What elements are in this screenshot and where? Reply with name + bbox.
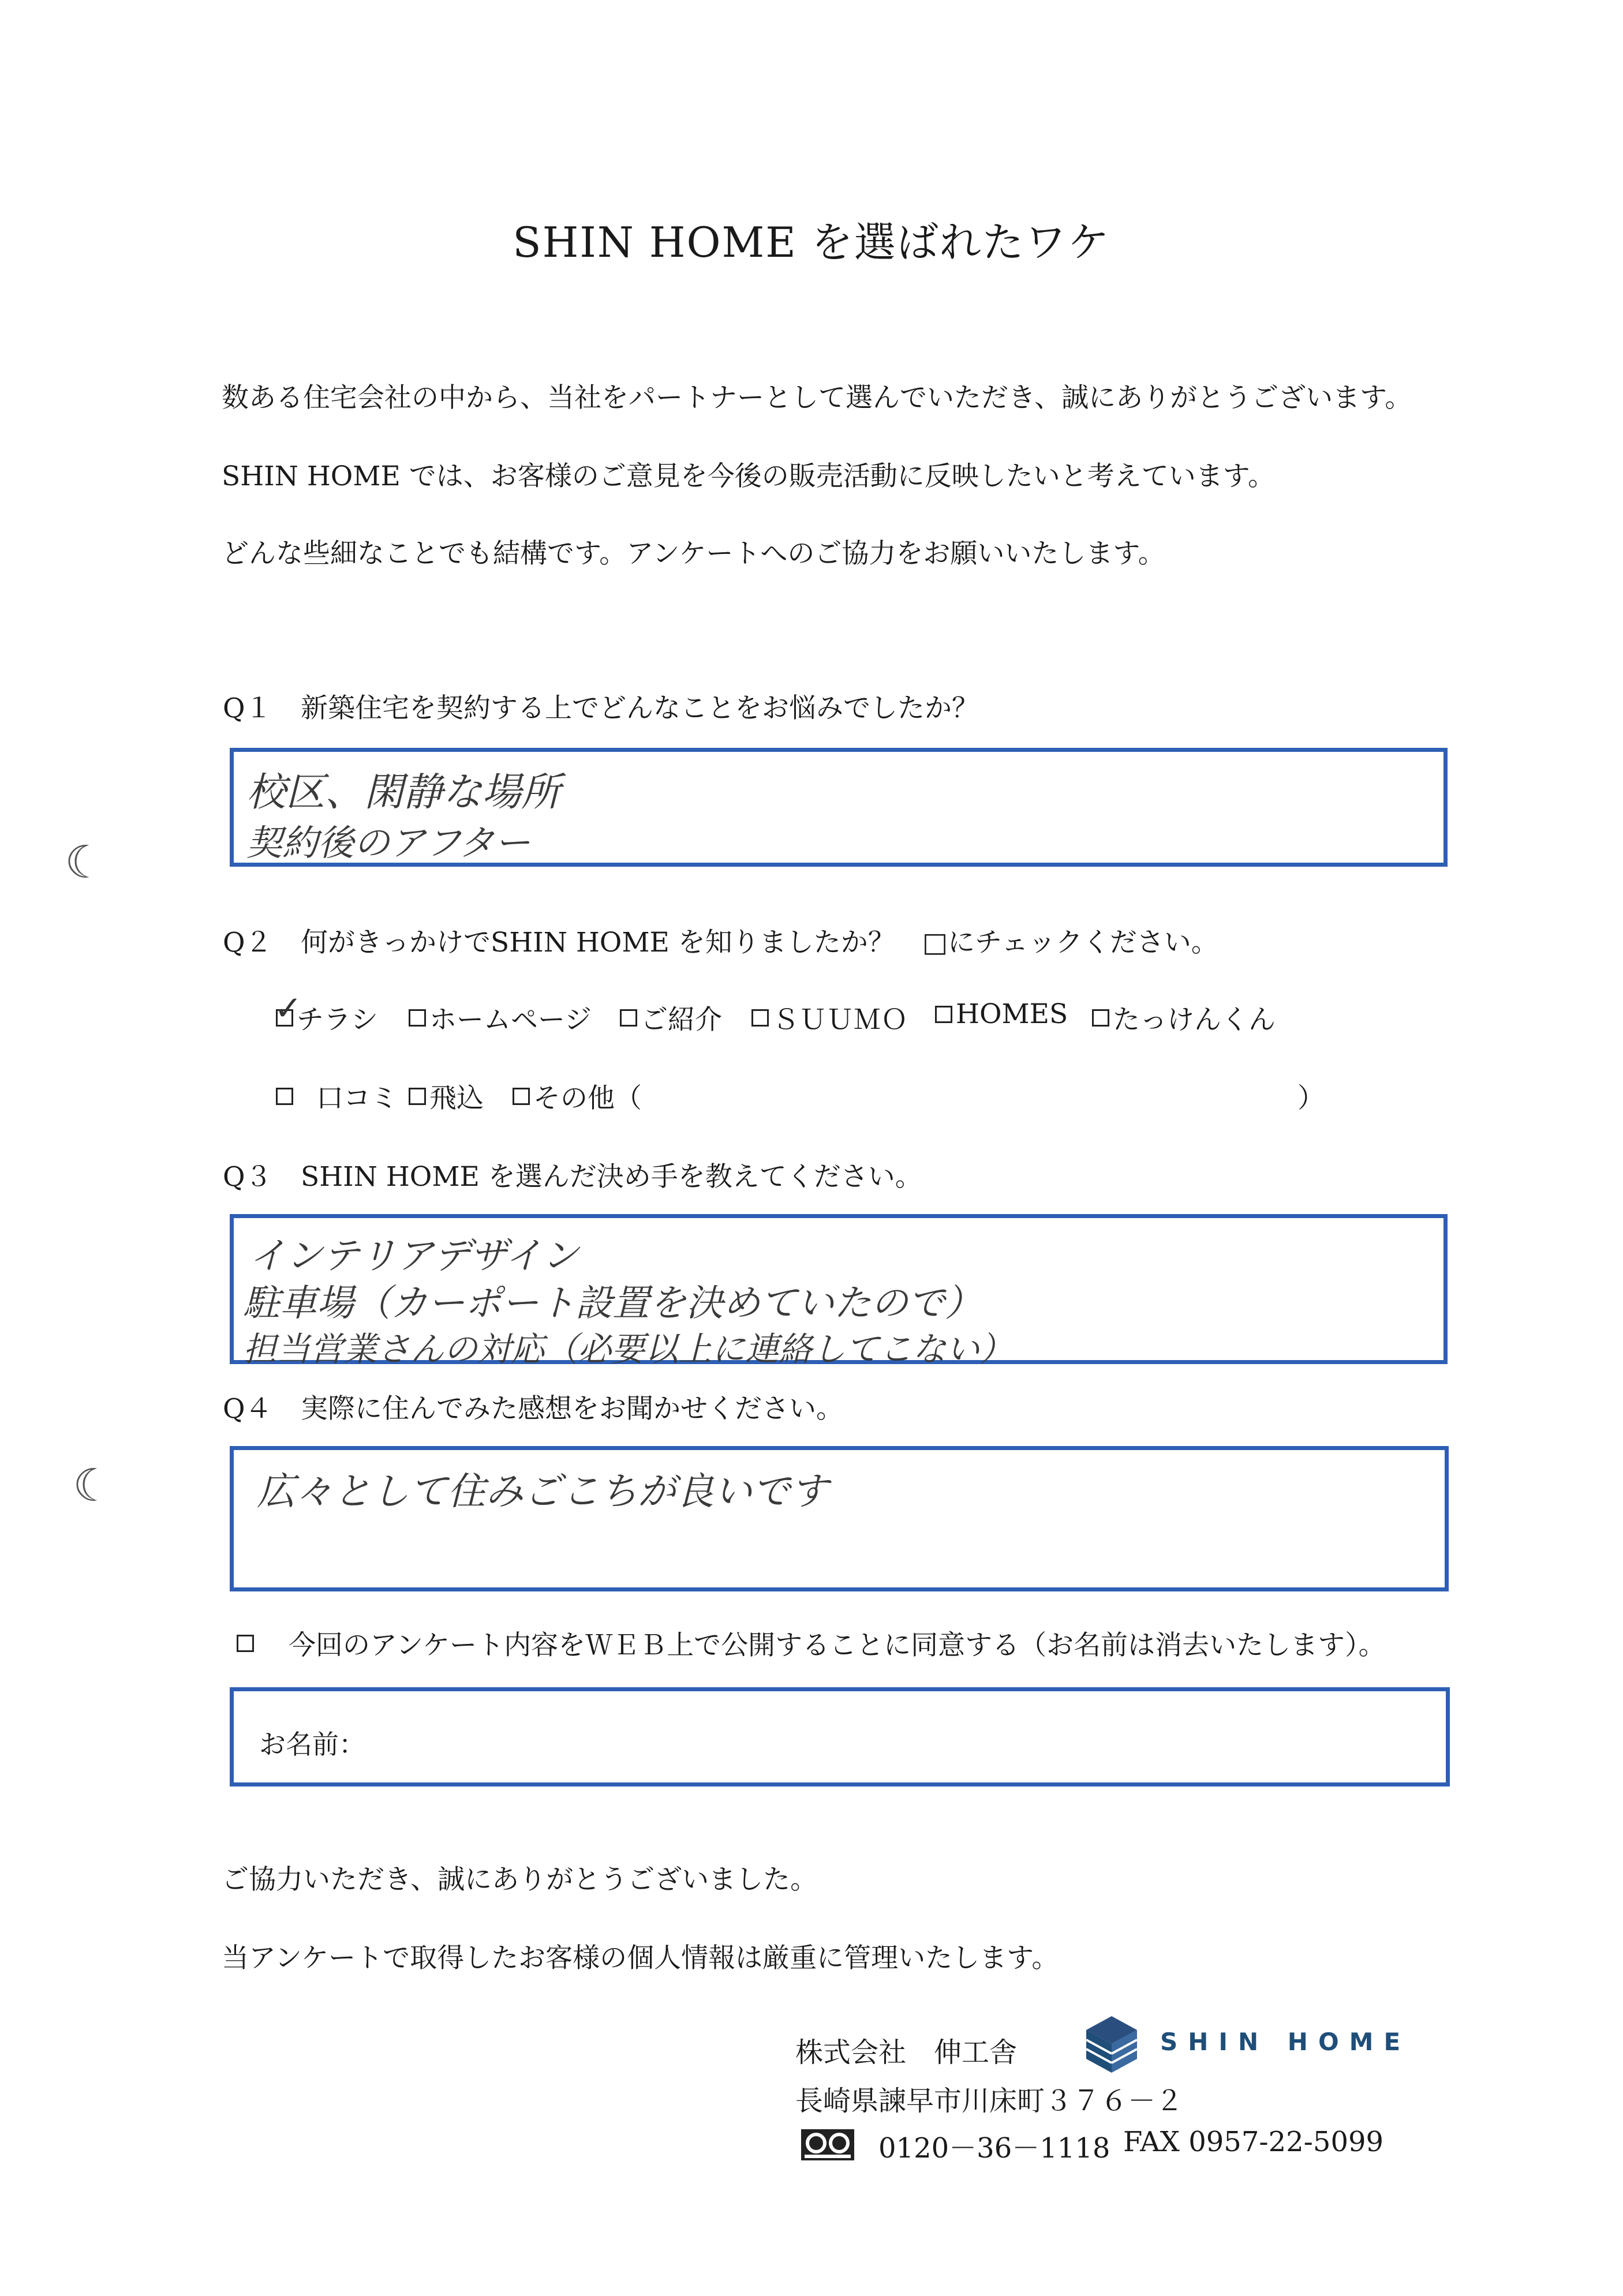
q4-question — [223, 1387, 843, 1426]
company-phone: 0120－36－1118 — [878, 2132, 1110, 2164]
checkbox-suumo[interactable] — [751, 1009, 769, 1027]
option-takkenkun[interactable] — [1092, 998, 1276, 1037]
q4-answer-line-1: 広々として住みごこちが良いです — [257, 1469, 828, 1514]
brand-name: SHIN HOME — [1160, 2028, 1411, 2056]
q2-number: Q２ — [223, 927, 272, 958]
q1-answer-line-2: 契約後のアフター — [246, 822, 530, 864]
option-goshoukai-label: ご紹介 — [641, 1004, 722, 1036]
consent-text: 今回のアンケート内容をＷＥＢ上で公開することに同意する（お名前は消去いたします）。 — [289, 1630, 1386, 1661]
option-suumo[interactable] — [751, 998, 908, 1037]
closing-line-1: ご協力いただき、誠にありがとうございました。 — [222, 1864, 818, 1896]
option-kuchikomi-label: 口コミ — [316, 1083, 398, 1114]
option-homepage-label: ホームページ — [429, 1004, 592, 1036]
option-homes[interactable] — [935, 998, 1068, 1030]
checkbox-chirashi[interactable] — [274, 988, 302, 1028]
consent-row[interactable] — [237, 1624, 1386, 1662]
consent-checkbox[interactable] — [237, 1635, 254, 1652]
q4-answer-box[interactable] — [230, 1446, 1449, 1591]
q2-question — [223, 921, 1218, 960]
option-tobikomi[interactable] — [409, 1077, 484, 1115]
checkbox-homepage[interactable] — [409, 1009, 426, 1027]
intro-line-3: どんな些細なことでも結構です。アンケートへのご協力をお願いいたします。 — [222, 538, 1165, 570]
q3-answer-line-3: 担当営業さんの対応（必要以上に連絡してこない） — [243, 1329, 1014, 1369]
q3-question — [223, 1155, 922, 1194]
shin-home-logo-icon — [1083, 2013, 1140, 2076]
q4-text: 実際に住んでみた感想をお聞かせください。 — [301, 1393, 843, 1425]
q4-number: Q４ — [223, 1393, 272, 1425]
q3-number: Q３ — [223, 1161, 272, 1193]
checkbox-goshoukai[interactable] — [620, 1009, 637, 1027]
option-tobikomi-label: 飛込 — [429, 1083, 484, 1114]
checkbox-takkenkun[interactable] — [1092, 1009, 1109, 1027]
option-suumo-label: ＳＵＵＭＯ — [772, 1004, 908, 1036]
option-goshoukai[interactable] — [620, 998, 722, 1037]
page-title: SHIN HOME を選ばれたワケ — [513, 218, 1110, 267]
company-name: 株式会社 伸工舎 — [795, 2036, 1018, 2069]
q1-answer-box[interactable] — [230, 748, 1448, 867]
free-dial-icon — [801, 2129, 854, 2160]
intro-line-2: SHIN HOME では、お客様のご意見を今後の販売活動に反映したいと考えています。 — [222, 460, 1275, 492]
q1-text: 新築住宅を契約する上でどんなことをお悩みでしたか？ — [301, 692, 979, 724]
option-kuchikomi[interactable] — [276, 1077, 398, 1115]
q3-text: SHIN HOME を選んだ決め手を教えてください。 — [301, 1161, 922, 1193]
q3-answer-line-2: 駐車場（カーポート設置を決めていたので） — [243, 1282, 982, 1325]
option-chirashi-label: チラシ — [297, 1004, 378, 1036]
company-fax: FAX 0957-22-5099 — [1123, 2126, 1384, 2158]
option-chirashi[interactable] — [274, 988, 378, 1037]
company-address: 長崎県諫早市川床町３７６－２ — [795, 2085, 1184, 2117]
option-sonota-label: その他（ — [533, 1083, 642, 1114]
option-sonota[interactable] — [513, 1077, 642, 1115]
intro-line-1: 数ある住宅会社の中から、当社をパートナーとして選んでいただき、誠にありがとうございます。 — [222, 382, 1412, 414]
punch-hole-mark-icon: ☾ — [73, 1460, 113, 1512]
name-box[interactable] — [230, 1687, 1450, 1786]
closing-line-2: 当アンケートで取得したお客様の個人情報は厳重に管理いたします。 — [222, 1942, 1059, 1974]
name-label: お名前： — [259, 1729, 365, 1760]
checkbox-tobikomi[interactable] — [409, 1088, 426, 1105]
checkbox-homes[interactable] — [935, 1006, 952, 1023]
q1-number: Q１ — [223, 692, 272, 724]
option-takkenkun-label: たっけんくん — [1113, 1004, 1276, 1036]
checkbox-sonota[interactable] — [513, 1088, 530, 1105]
q3-answer-box[interactable] — [230, 1214, 1448, 1369]
option-homepage[interactable] — [409, 998, 592, 1037]
q1-question — [223, 687, 979, 725]
checkbox-kuchikomi[interactable] — [276, 1088, 293, 1105]
option-homes-label: HOMES — [956, 998, 1068, 1030]
q2-text: 何がきっかけでSHIN HOME を知りましたか？ □にチェックください。 — [301, 927, 1218, 958]
q3-answer-line-1: インテリアデザイン — [249, 1235, 579, 1278]
q1-answer-line-1: 校区、閑静な場所 — [246, 770, 561, 815]
checkmark-icon: ✓ — [274, 988, 302, 1028]
punch-hole-mark-icon: ☾ — [65, 837, 105, 889]
option-sonota-close-paren: ） — [1297, 1083, 1325, 1114]
